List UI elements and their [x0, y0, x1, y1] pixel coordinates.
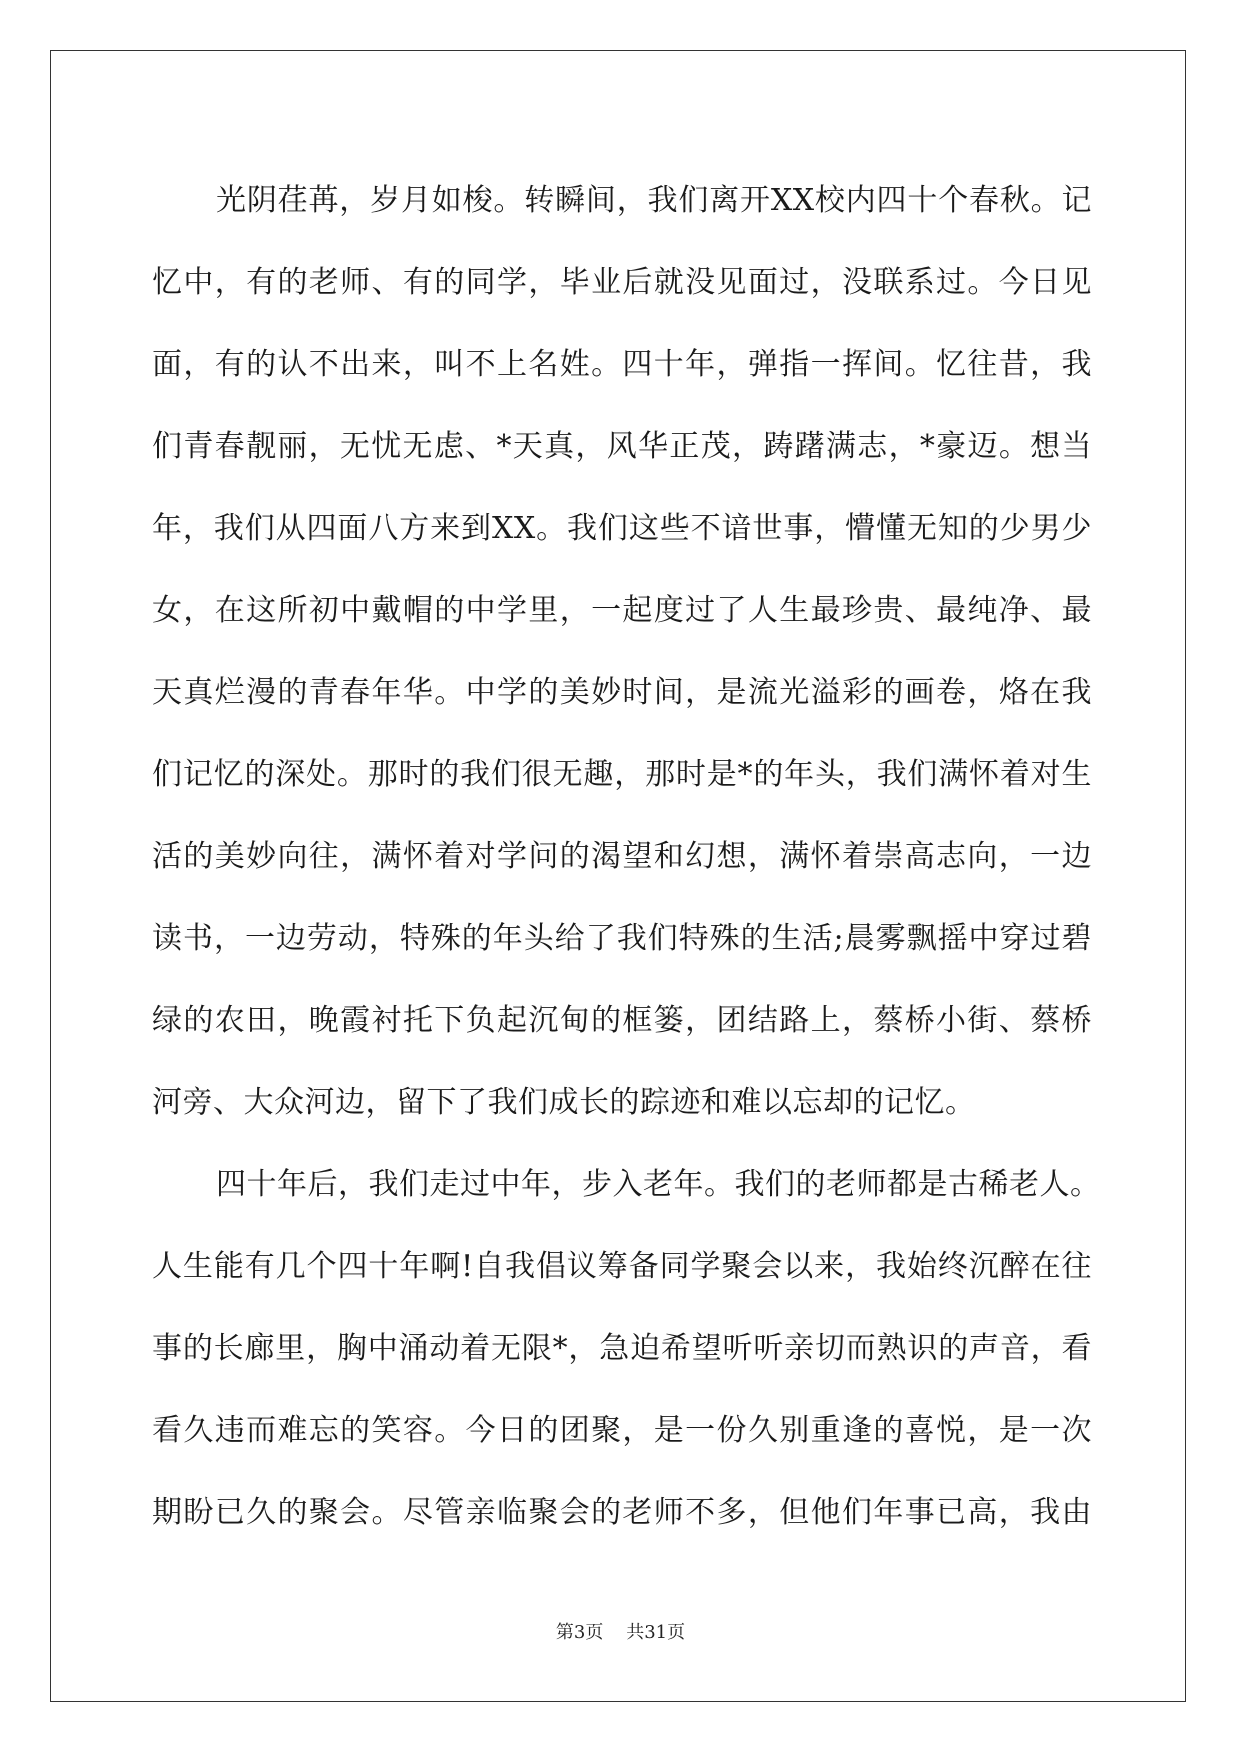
- text-line: 光阴荏苒，岁月如梭。转瞬间，我们离开XX校内四十个春秋。记: [216, 183, 1092, 218]
- page-number: 第3页: [555, 1622, 604, 1643]
- text-line: 人生能有几个四十年啊!自我倡议筹备同学聚会以来，我始终沉醉在往: [152, 1249, 1092, 1284]
- text-line: 绿的农田，晚霞衬托下负起沉甸的框篓，团结路上，蔡桥小街、蔡桥: [152, 1003, 1092, 1038]
- paragraph-1: [152, 160, 1092, 1144]
- text-line: 们记忆的深处。那时的我们很无趣，那时是*的年头，我们满怀着对生: [152, 757, 1092, 792]
- text-line: 看久违而难忘的笑容。今日的团聚，是一份久别重逢的喜悦，是一次: [152, 1413, 1092, 1448]
- page-footer: [0, 1618, 1241, 1644]
- text-line: 年，我们从四面八方来到XX。我们这些不谙世事，懵懂无知的少男少: [152, 511, 1092, 546]
- text-line: 读书，一边劳动，特殊的年头给了我们特殊的生活;晨雾飘摇中穿过碧: [152, 921, 1092, 956]
- document-body: [152, 160, 1101, 1554]
- text-line: 面，有的认不出来，叫不上名姓。四十年，弹指一挥间。忆往昔，我: [152, 347, 1092, 382]
- text-line: 期盼已久的聚会。尽管亲临聚会的老师不多，但他们年事已高，我由: [152, 1495, 1092, 1530]
- text-line: 河旁、大众河边，留下了我们成长的踪迹和难以忘却的记忆。: [152, 1085, 976, 1120]
- text-line: 女，在这所初中戴帽的中学里，一起度过了人生最珍贵、最纯净、最: [152, 593, 1092, 628]
- text-line: 忆中，有的老师、有的同学，毕业后就没见面过，没联系过。今日见: [152, 265, 1092, 300]
- text-line: 们青春靓丽，无忧无虑、*天真，风华正茂，踌躇满志，*豪迈。想当: [152, 429, 1092, 464]
- paragraph-2: [152, 1144, 1101, 1554]
- text-line: 四十年后，我们走过中年，步入老年。我们的老师都是古稀老人。: [216, 1167, 1101, 1202]
- text-line: 天真烂漫的青春年华。中学的美妙时间，是流光溢彩的画卷，烙在我: [152, 675, 1092, 710]
- page-total: 共31页: [626, 1622, 686, 1643]
- text-line: 活的美妙向往，满怀着对学问的渴望和幻想，满怀着崇高志向，一边: [152, 839, 1092, 874]
- text-line: 事的长廊里，胸中涌动着无限*，急迫希望听听亲切而熟识的声音，看: [152, 1331, 1092, 1366]
